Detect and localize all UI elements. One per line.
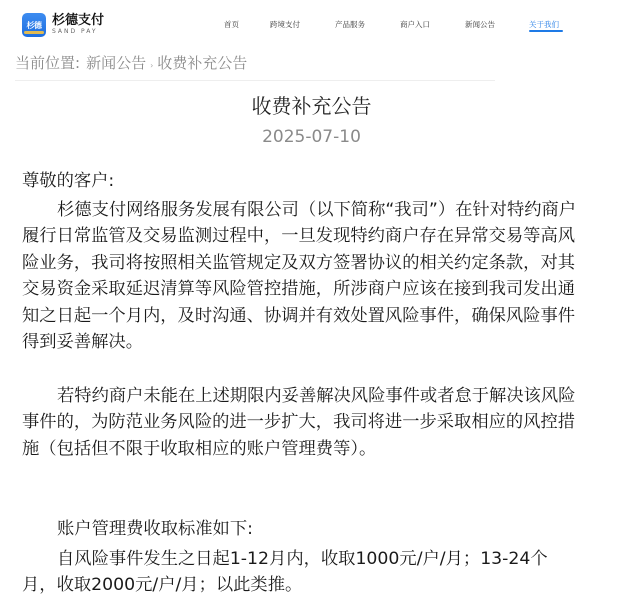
nav-active-indicator (529, 30, 563, 32)
article-fee-heading: 账户管理费收取标准如下: (57, 519, 253, 539)
nav-item-merchant[interactable]: 商户入口 (400, 20, 430, 29)
main-nav (0, 19, 623, 35)
logo-name-cn: 杉德支付 (52, 13, 105, 28)
site-header (0, 0, 623, 46)
article-date: 2025-07-10 (262, 127, 361, 147)
article-fee-standard: 自风险事件发生之日起1-12月内，收取1000元/户/月；13-24个月，收取2000元/户/月；以此类推。 (22, 549, 548, 596)
nav-item-products[interactable]: 产品服务 (335, 20, 365, 29)
breadcrumb-item-current: 收费补充公告 (157, 54, 248, 72)
divider (15, 80, 495, 81)
nav-item-news[interactable]: 新闻公告 (465, 20, 495, 29)
article-greeting: 尊敬的客户: (22, 171, 115, 191)
article-paragraph: 杉德支付网络服务发展有限公司（以下简称“我司”）在针对特约商户履行日常监管及交易监测过程中，一旦发现特约商户存在异常交易等高风险业务，我司将按照相关监管规定及双方签署协议的相关约定条款，对其交易资金采取延迟清算等风险管控措施，所涉商户应该在接到我司发出通知之日起一个月内，及时沟通、协调并有效处置风险事件，确保风险事件得到妥善解决。 (22, 200, 577, 353)
article-title: 收费补充公告 (251, 94, 372, 118)
breadcrumb-prefix: 当前位置: (15, 54, 81, 72)
nav-item-cross-border[interactable]: 跨境支付 (270, 20, 300, 29)
breadcrumb-separator-icon: › (150, 61, 154, 70)
article-paragraph: 若特约商户未能在上述期限内妥善解决风险事件或者怠于解决该风险事件的，为防范业务风险的进一步扩大，我司将进一步采取相应的风控措施（包括但不限于收取相应的账户管理费等）。 (22, 386, 576, 459)
logo-icon: 杉德 (22, 13, 46, 37)
breadcrumb (15, 52, 247, 73)
logo-name-en: SAND PAY (52, 28, 98, 35)
nav-item-home[interactable]: 首页 (224, 20, 239, 29)
nav-item-about[interactable]: 关于我们 (529, 20, 559, 29)
breadcrumb-item-news[interactable]: 新闻公告 (86, 54, 147, 72)
